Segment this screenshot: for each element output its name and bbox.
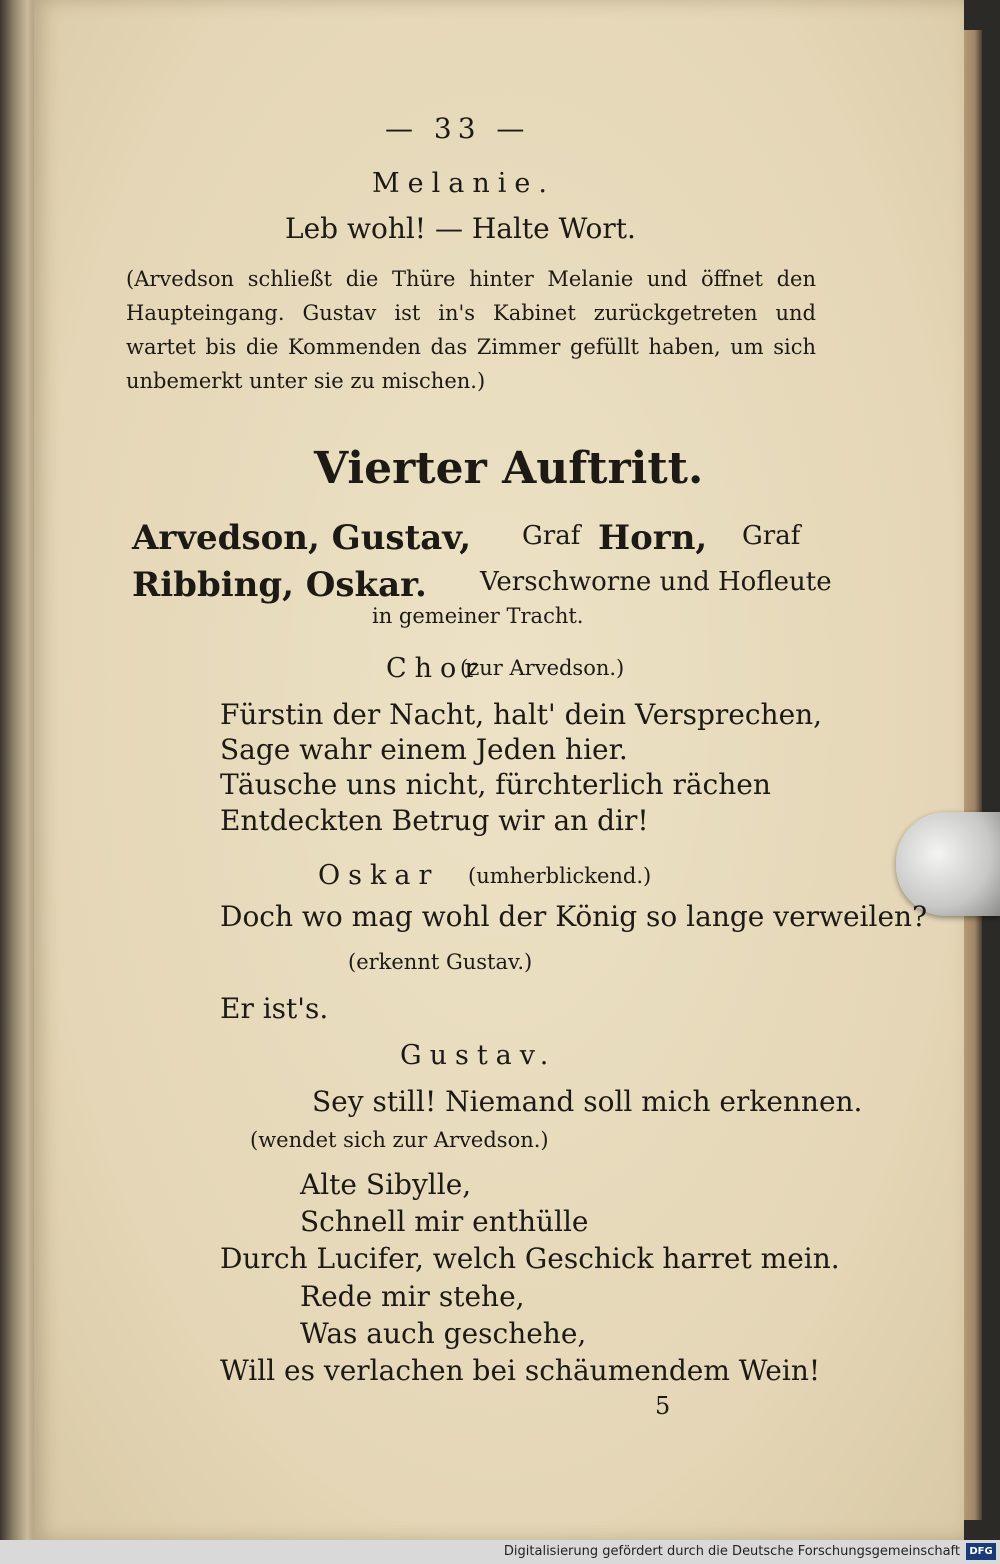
signature-mark: 5 [655, 1392, 671, 1420]
cast-others: Verschworne und Hofleute [480, 567, 832, 597]
gustav-verse-4: Rede mir stehe, [300, 1280, 525, 1313]
oskar-stage: (erkennt Gustav.) [348, 950, 533, 974]
cast-names-1: Arvedson, Gustav, [132, 518, 472, 558]
cast-title-1: Graf [522, 521, 581, 551]
oskar-line-1: Doch wo mag wohl der König so lange verweilen? [220, 900, 928, 933]
gustav-verse-5: Was auch geschehe, [300, 1317, 587, 1350]
gustav-verse-3: Durch Lucifer, welch Geschick harret mein. [220, 1242, 840, 1275]
chor-line-4: Entdeckten Betrug wir an dir! [220, 804, 649, 837]
cast-title-2: Graf [742, 521, 801, 551]
cast-note: in gemeiner Tracht. [372, 604, 584, 628]
chor-line-2: Sage wahr einem Jeden hier. [220, 733, 628, 766]
gustav-stage: (wendet sich zur Arvedson.) [250, 1128, 549, 1152]
footer-credit: Digitalisierung gefördert durch die Deutsche Forschungsgemeinschaft [503, 1544, 960, 1559]
gustav-verse-6: Will es verlachen bei schäumendem Wein! [220, 1354, 821, 1387]
cast-name-horn: Horn, [598, 518, 708, 558]
dfg-logo: DFG [966, 1543, 996, 1560]
gustav-verse-1: Alte Sibylle, [300, 1168, 472, 1201]
speaker-melanie: Melanie. [372, 168, 555, 199]
cast-names-2: Ribbing, Oskar. [132, 565, 427, 605]
gustav-line-1: Sey still! Niemand soll mich erkennen. [312, 1085, 863, 1118]
oskar-direction: (umherblickend.) [468, 864, 652, 888]
gustav-verse-2: Schnell mir enthülle [300, 1205, 589, 1238]
speaker-chor: Chor [386, 653, 486, 684]
chor-direction: (zur Arvedson.) [460, 656, 625, 680]
melanie-line: Leb wohl! — Halte Wort. [285, 212, 636, 245]
page-number: — 33 — [385, 112, 531, 145]
digitization-footer [0, 1540, 1000, 1564]
page-stack-edge [964, 30, 982, 1520]
chor-line-3: Täusche uns nicht, fürchterlich rächen [220, 768, 771, 801]
scene-heading: Vierter Auftritt. [314, 443, 704, 494]
speaker-gustav: Gustav. [400, 1040, 557, 1071]
stage-direction-1: (Arvedson schließt die Thüre hinter Melanie und öffnet den Haupteingang. Gustav ist in's Kabinet zurückgetreten und wartet bis die Kommenden das Zimmer gefüllt haben, um sich unbemerkt unter sie zu mischen.) [126, 267, 816, 393]
oskar-line-2: Er ist's. [220, 992, 329, 1025]
speaker-oskar: Oskar [318, 860, 440, 891]
facing-page-edge [0, 0, 34, 1564]
chor-line-1: Fürstin der Nacht, halt' dein Versprechen, [220, 698, 823, 731]
